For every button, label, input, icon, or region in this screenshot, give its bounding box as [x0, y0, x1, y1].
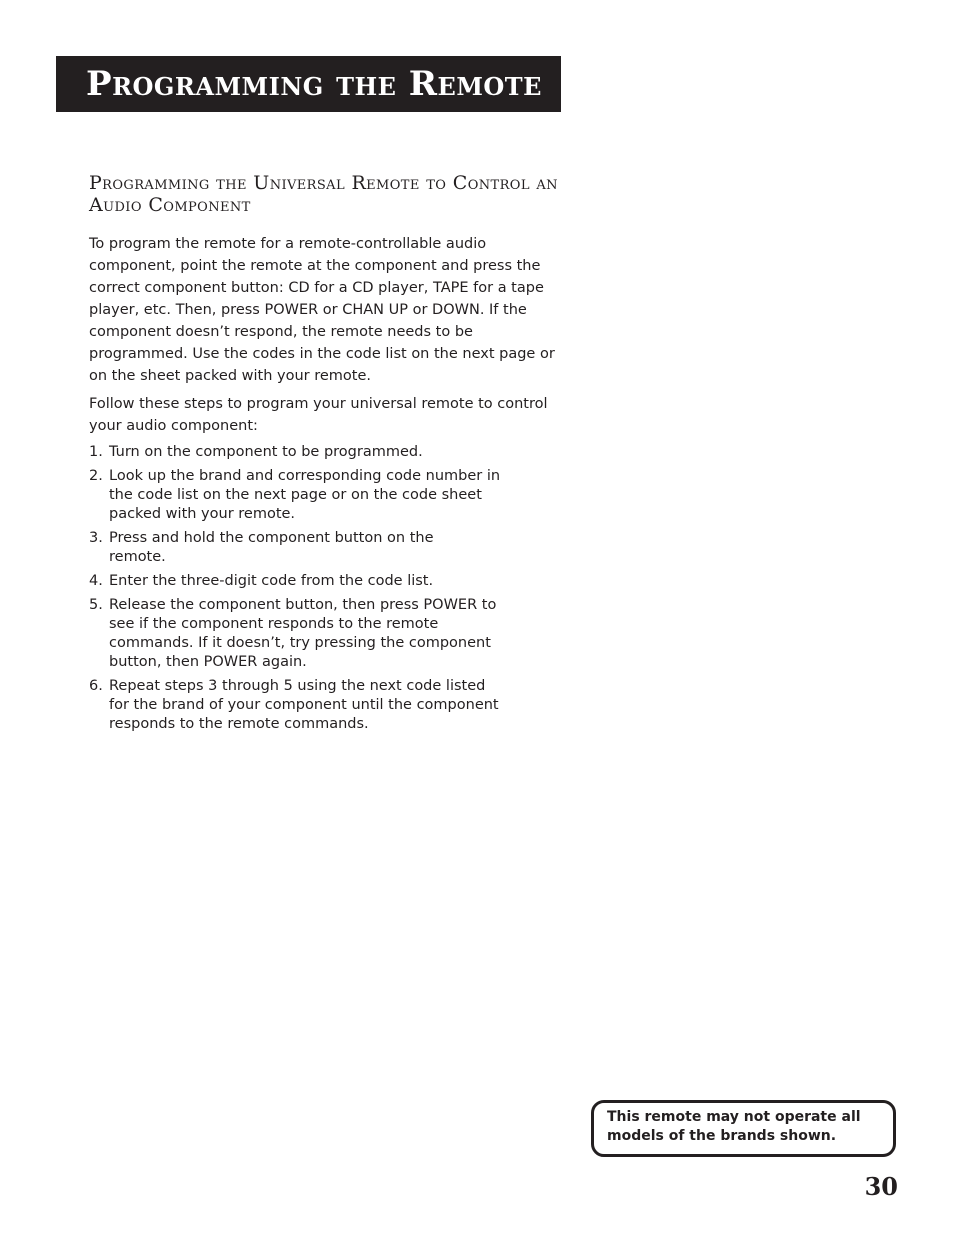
step-number: 5.: [89, 597, 103, 613]
step-text: Release the component button, then press POWER to see if the component responds to the remote commands. If it doesn’t, try pressing the component button, then POWER again.: [109, 597, 497, 670]
page-title: Programming the Remote: [86, 64, 542, 104]
list-item: [89, 467, 564, 524]
intro-paragraph: To program the remote for a remote-controllable audio component, point the remote at the component and press the correct component button: CD for a CD player, TAPE for a tape player, etc. Then, press POWER or CHAN UP or DOWN. If the component doesn’t respond, the remote needs to be programmed. Use the codes in the code list on the next page or on the sheet packed with your remote.: [89, 236, 555, 384]
step-text: Look up the brand and corresponding code number in the code list on the next page or on the code sheet packed with your remote.: [109, 468, 501, 522]
step-number: 6.: [89, 678, 103, 694]
header-bar: [56, 56, 561, 112]
list-item: [89, 677, 564, 734]
section-body: [89, 233, 564, 739]
step-text: Repeat steps 3 through 5 using the next code listed for the brand of your component until the component responds to the remote commands.: [109, 678, 499, 732]
page-number: 30: [864, 1172, 898, 1201]
steps-list: [89, 443, 564, 734]
step-number: 3.: [89, 530, 103, 546]
section-title: Programming the Universal Remote to Control an Audio Component: [89, 172, 558, 216]
step-number: 2.: [89, 468, 103, 484]
step-number: 4.: [89, 573, 103, 589]
note-text: This remote may not operate all models of the brands shown.: [607, 1109, 861, 1144]
list-item: [89, 596, 564, 672]
list-item: [89, 529, 564, 567]
steps-intro-paragraph: Follow these steps to program your universal remote to control your audio component:: [89, 396, 548, 434]
list-item: [89, 572, 564, 591]
note-box: [591, 1100, 896, 1157]
step-number: 1.: [89, 444, 103, 460]
step-text: Enter the three-digit code from the code list.: [109, 573, 434, 589]
list-item: [89, 443, 564, 462]
step-text: Press and hold the component button on the remote.: [109, 530, 434, 565]
step-text: Turn on the component to be programmed.: [109, 444, 423, 460]
